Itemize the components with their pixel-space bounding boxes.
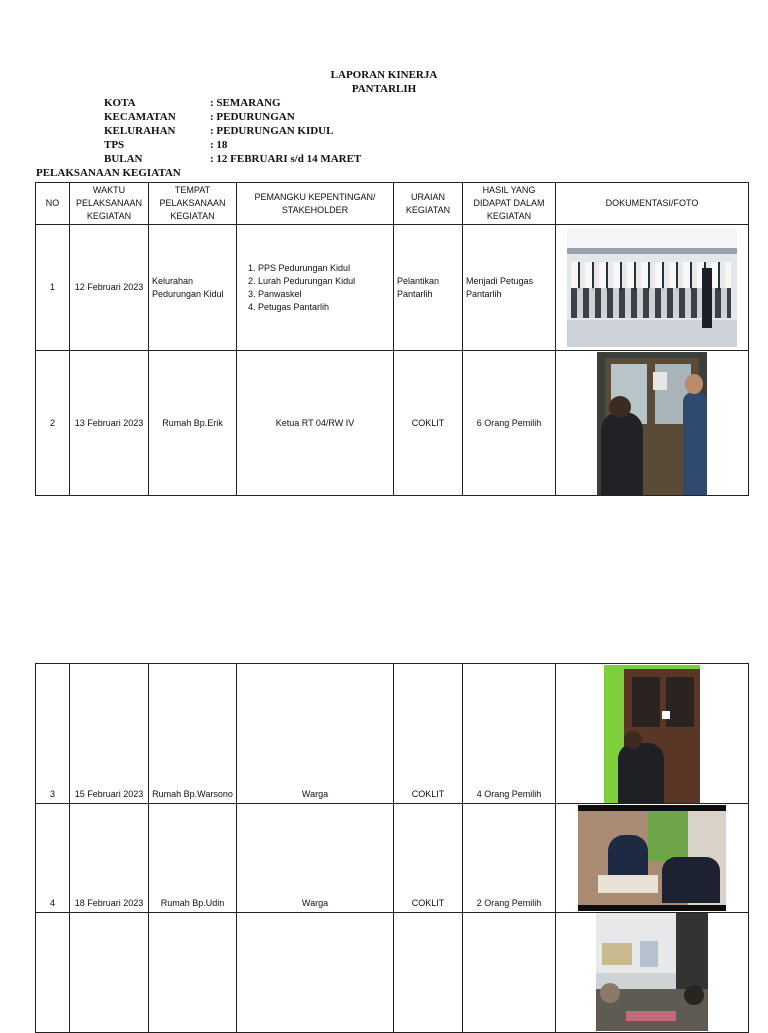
cell-stakeholder: Warga (237, 804, 394, 913)
list-item: 4. Petugas Pantarlih (258, 301, 390, 314)
cell-no: 4 (36, 804, 70, 913)
column-header-tempat: TEMPAT PELAKSANAAN KEGIATAN (149, 183, 237, 225)
cell-hasil: 4 Orang Pemilih (463, 664, 556, 804)
column-header-no: NO (36, 183, 70, 225)
cell-empty (70, 913, 149, 1033)
cell-hasil: 2 Orang Pemilih (463, 804, 556, 913)
cell-empty (149, 913, 237, 1033)
stakeholder-list (240, 262, 390, 314)
cell-stakeholder: Warga (237, 664, 394, 804)
cell-empty (463, 913, 556, 1033)
meta-value-kota: : SEMARANG (210, 97, 281, 109)
meta-key-kota: KOTA (104, 97, 136, 109)
cell-dokumentasi (556, 351, 749, 496)
activity-table-page2 (35, 663, 749, 1033)
cell-no: 1 (36, 225, 70, 351)
photo-coklit-2 (604, 665, 700, 803)
cell-dokumentasi (556, 225, 749, 351)
column-header-waktu: WAKTU PELAKSANAAN KEGIATAN (70, 183, 149, 225)
cell-uraian: COKLIT (394, 351, 463, 496)
cell-uraian: COKLIT (394, 804, 463, 913)
table-row (36, 225, 749, 351)
cell-tempat: Rumah Bp.Erik (149, 351, 237, 496)
table-row (36, 351, 749, 496)
cell-waktu: 13 Februari 2023 (70, 351, 149, 496)
cell-waktu: 15 Februari 2023 (70, 664, 149, 804)
cell-stakeholder: Ketua RT 04/RW IV (237, 351, 394, 496)
report-subtitle: PANTARLIH (351, 83, 417, 95)
meta-value-bulan: : 12 FEBRUARI s/d 14 MARET (210, 153, 362, 165)
list-item: 1. PPS Pedurungan Kidul (258, 262, 390, 275)
column-header-stakeholder: PEMANGKU KEPENTINGAN/ STAKEHOLDER (237, 183, 394, 225)
cell-stakeholder (237, 225, 394, 351)
table-row-empty (36, 913, 749, 1033)
cell-no: 2 (36, 351, 70, 496)
cell-dokumentasi (556, 913, 749, 1033)
cell-uraian: Pelantikan Pantarlih (394, 225, 463, 351)
photo-inauguration (567, 228, 737, 347)
photo-coklit-4 (596, 913, 708, 1031)
section-title: PELAKSANAAN KEGIATAN (36, 167, 181, 179)
table-row (36, 804, 749, 913)
meta-value-tps: : 18 (210, 139, 228, 151)
cell-hasil: Menjadi Petugas Pantarlih (463, 225, 556, 351)
column-header-dokumentasi: DOKUMENTASI/FOTO (556, 183, 749, 225)
meta-key-kelurahan: KELURAHAN (104, 125, 176, 137)
column-header-hasil: HASIL YANG DIDAPAT DALAM KEGIATAN (463, 183, 556, 225)
cell-waktu: 12 Februari 2023 (70, 225, 149, 351)
cell-dokumentasi (556, 664, 749, 804)
cell-empty (237, 913, 394, 1033)
cell-tempat: Rumah Bp.Udin (149, 804, 237, 913)
meta-value-kecamatan: : PEDURUNGAN (210, 111, 295, 123)
photo-coklit-3 (578, 805, 726, 911)
cell-empty (394, 913, 463, 1033)
cell-dokumentasi (556, 804, 749, 913)
cell-no: 3 (36, 664, 70, 804)
cell-hasil: 6 Orang Pemilih (463, 351, 556, 496)
cell-uraian: COKLIT (394, 664, 463, 804)
meta-key-bulan: BULAN (104, 153, 143, 165)
list-item: 2. Lurah Pedurungan Kidul (258, 275, 390, 288)
cell-tempat: Kelurahan Pedurungan Kidul (149, 225, 237, 351)
photo-coklit-1 (597, 352, 707, 495)
cell-empty (36, 913, 70, 1033)
meta-key-kecamatan: KECAMATAN (104, 111, 176, 123)
table-row (36, 664, 749, 804)
meta-key-tps: TPS (104, 139, 125, 151)
activity-table-page1 (35, 182, 749, 496)
meta-value-kelurahan: : PEDURUNGAN KIDUL (210, 125, 334, 137)
report-title: LAPORAN KINERJA (330, 69, 438, 81)
table-header-row (36, 183, 749, 225)
cell-tempat: Rumah Bp.Warsono (149, 664, 237, 804)
list-item: 3. Panwaskel (258, 288, 390, 301)
cell-waktu: 18 Februari 2023 (70, 804, 149, 913)
column-header-uraian: URAIAN KEGIATAN (394, 183, 463, 225)
